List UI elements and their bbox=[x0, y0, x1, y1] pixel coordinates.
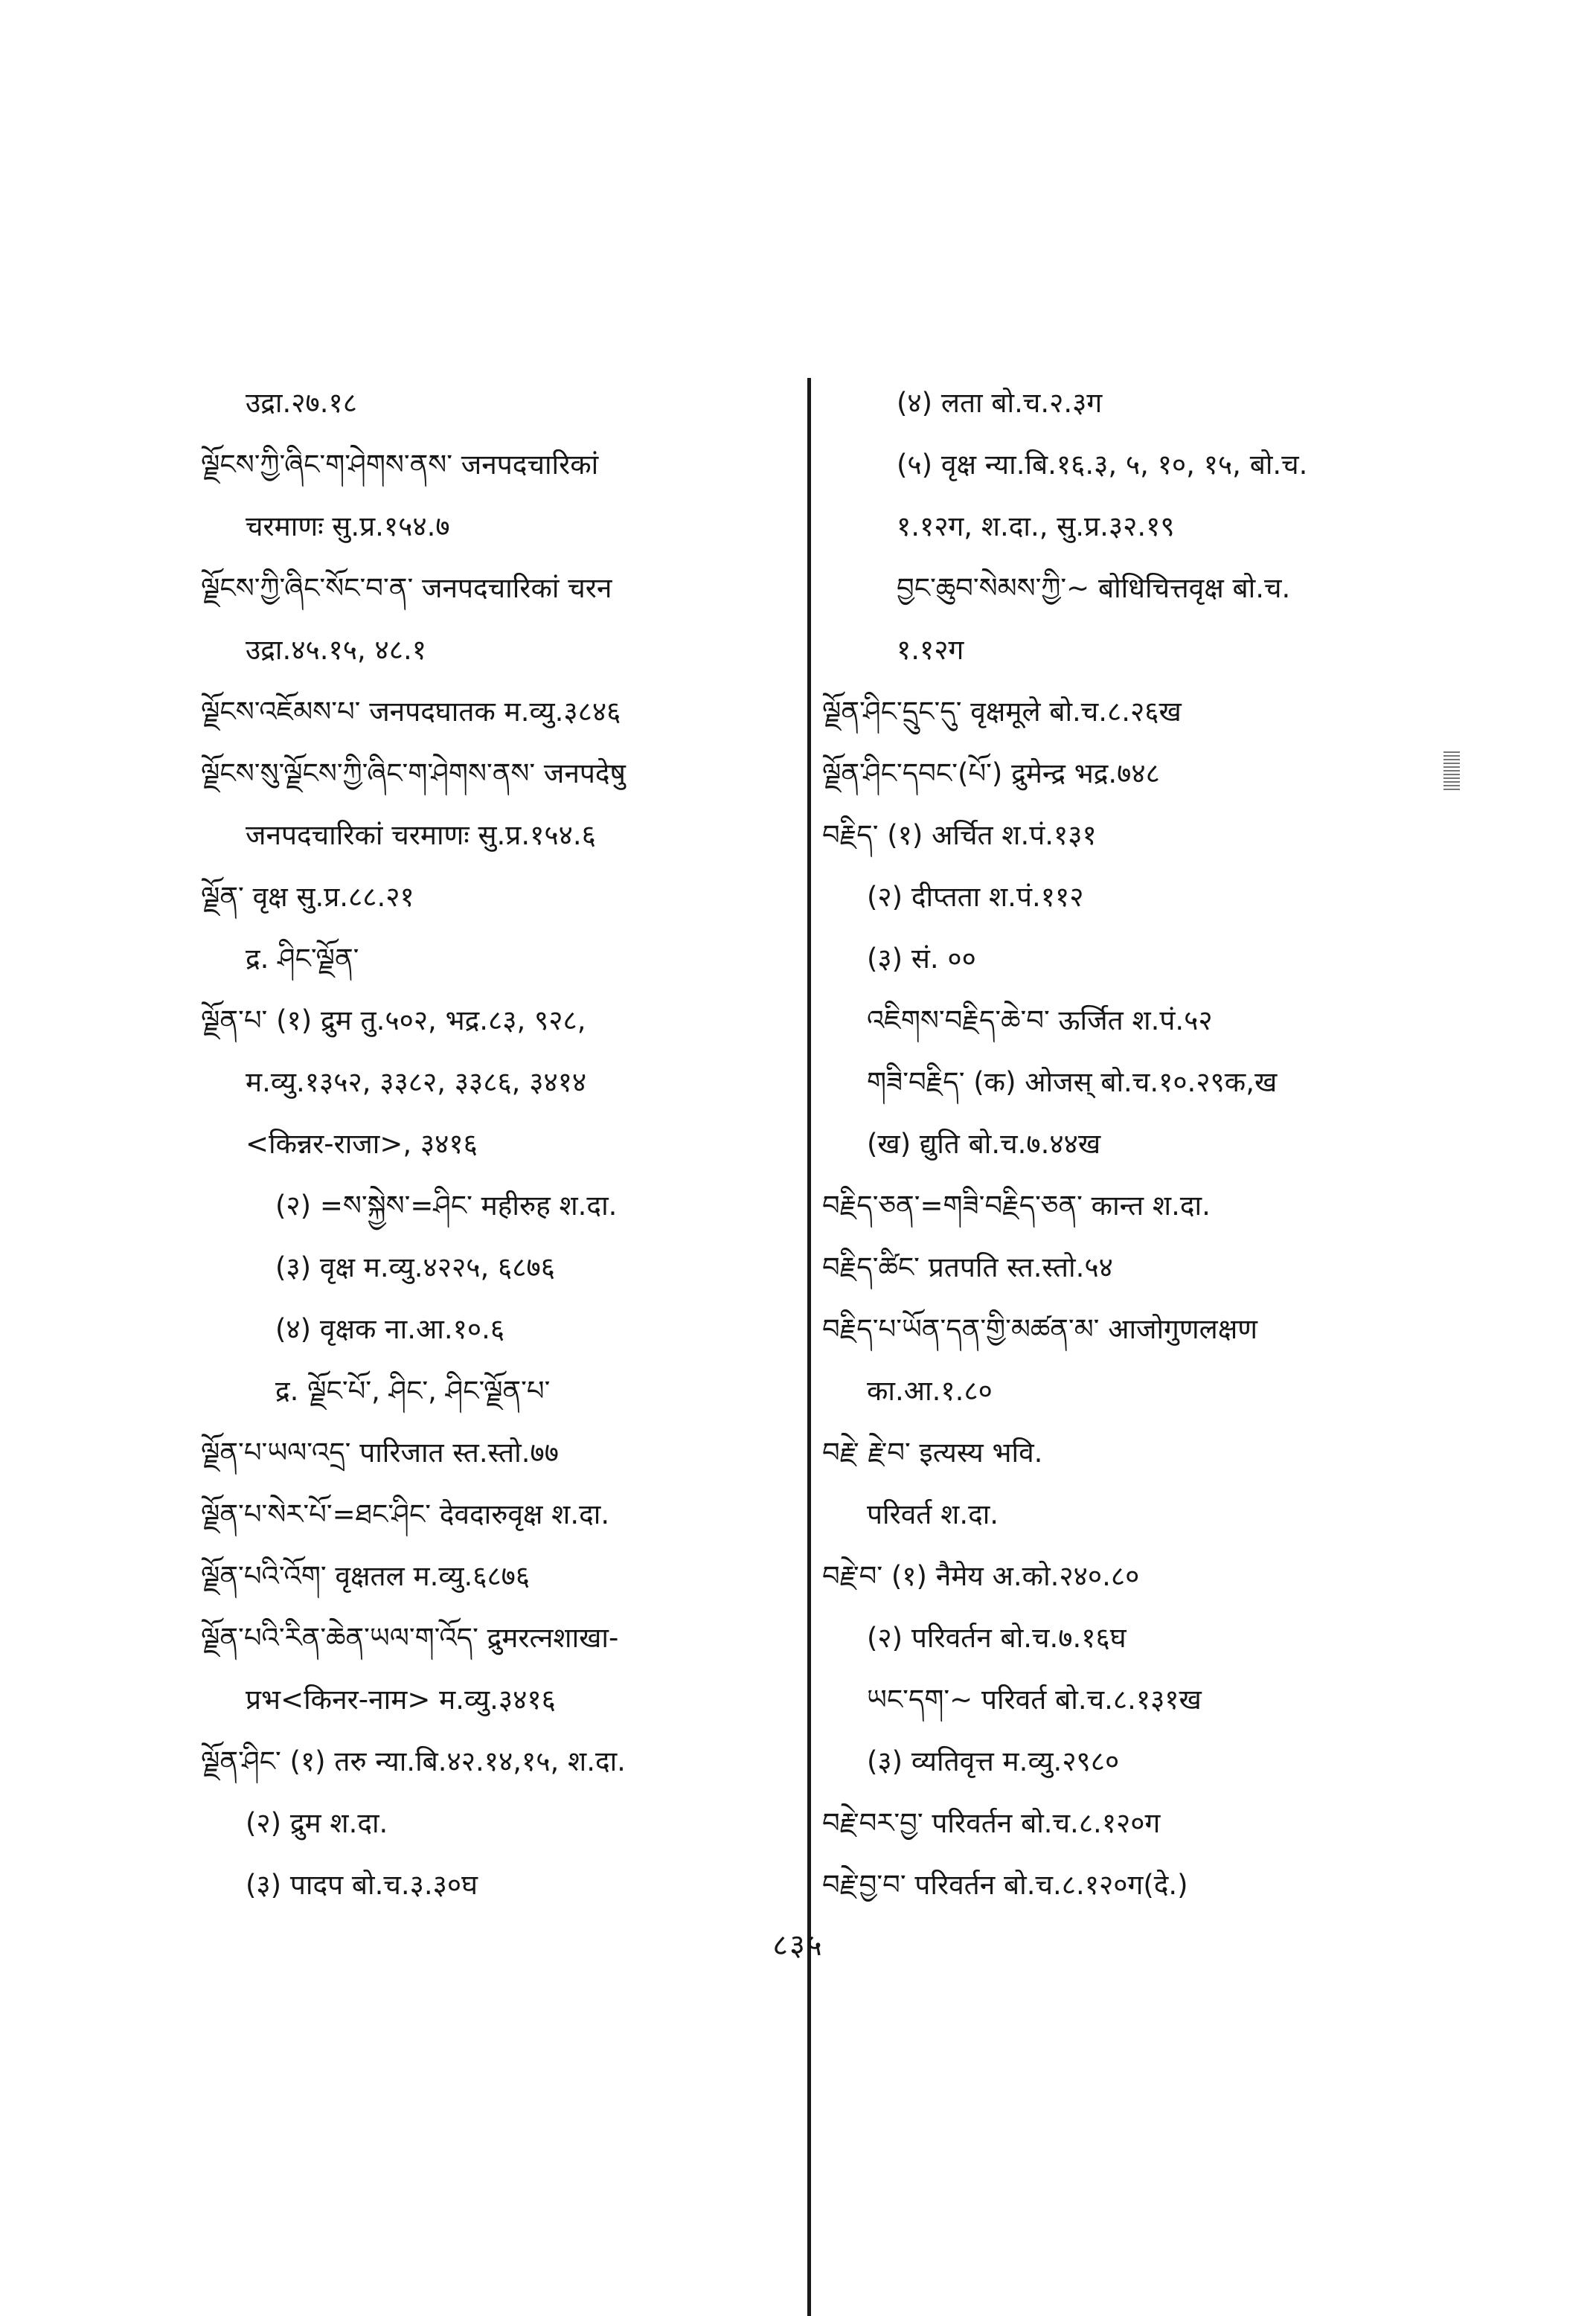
entry-line: འཇིགས་བརྗིད་ཆེ་བ་ ऊर्जित श.पं.५२ bbox=[867, 1004, 1213, 1036]
entry-line: ལྗོན་པའི་འོག་ वृक्षतल म.व्यु.६८७६ bbox=[201, 1560, 531, 1592]
entry-line: ལྗོངས་ཀྱི་ཞིང་ག་ཤེགས་ནས་ जनपदचारिकां bbox=[201, 449, 599, 481]
entry-line: परिवर्त श.दा. bbox=[867, 1498, 999, 1530]
left-column bbox=[201, 372, 796, 1916]
entry-line: བརྗིད་ (१) अर्चित श.पं.१३१ bbox=[822, 819, 1097, 851]
entry-line: (२) दीप्तता श.पं.११२ bbox=[867, 881, 1084, 913]
entry-line: ལྗོན་ཤིང་དྲུང་དུ་ वृक्षमूले बो.च.८.२६ख bbox=[822, 696, 1182, 728]
entry-line: (३) सं. ०० bbox=[867, 943, 976, 975]
entry-line: ལྗོན་པ་སེར་པོ་=ཐང་ཤིང་ देवदारुवृक्ष श.दा. bbox=[201, 1498, 610, 1530]
entry-line: द्र. ཤིང་ལྗོན་ bbox=[246, 943, 359, 975]
entry-line: བརྗེ་བར་བྱ་ परिवर्तन बो.च.८.१२०ग bbox=[822, 1807, 1161, 1839]
margin-mark bbox=[1443, 751, 1460, 792]
entry-line: བརྗེ་ རྗེ་བ་ इत्यस्य भवि. bbox=[822, 1437, 1043, 1469]
entry-line: १.१२ग bbox=[897, 634, 964, 666]
entry-line: (ख) द्युति बो.च.७.४४ख bbox=[867, 1128, 1101, 1160]
entry-line: जनपदचारिकां चरमाणः सु.प्र.१५४.६ bbox=[246, 819, 596, 851]
entry-line: <किन्नर-राजा>, ३४१६ bbox=[246, 1128, 478, 1160]
entry-line: ལྗོངས་ཀྱི་ཞིང་སོང་བ་ན་ जनपदचारिकां चरन bbox=[201, 572, 612, 604]
entry-line: ལྗོན་པའི་རིན་ཆེན་ཡལ་ག་འོད་ द्रुमरत्नशाखा- bbox=[201, 1622, 619, 1654]
entry-line: ལྗོན་ वृक्ष सु.प्र.८८.२१ bbox=[201, 881, 414, 913]
entry-line: (३) पादप बो.च.३.३०घ bbox=[246, 1869, 478, 1901]
right-column bbox=[822, 372, 1417, 1916]
entry-line: (२) परिवर्तन बो.च.७.१६घ bbox=[867, 1622, 1127, 1654]
entry-line: བརྗིད་པ་ཡོན་དན་གྱི་མཚན་མ་ आजोगुणलक्षण bbox=[822, 1313, 1258, 1345]
entry-line: चरमाणः सु.प्र.१५४.७ bbox=[246, 510, 450, 542]
entry-line: (२) =ས་སྐྱེས་=ཤིང་ महीरुह श.दा. bbox=[275, 1190, 618, 1222]
column-divider bbox=[807, 378, 811, 2316]
entry-line: བརྗེ་བྱ་བ་ परिवर्तन बो.च.८.१२०ग(दे.) bbox=[822, 1869, 1188, 1901]
entry-line: ལྗོན་པ་ (१) द्रुम तु.५०२, भद्र.८३, ९२८, bbox=[201, 1004, 586, 1036]
entry-line: का.आ.१.८० bbox=[867, 1375, 993, 1407]
entry-line: ལྗོངས་སུ་ལྗོངས་ཀྱི་ཞིང་ག་ཤེགས་ནས་ जनपदेषु bbox=[201, 757, 626, 789]
entry-line: (४) लता बो.च.२.३ग bbox=[897, 387, 1103, 419]
entry-line: द्र. ལྗོང་པོ་, ཤིང་, ཤིང་ལྗོན་པ་ bbox=[275, 1375, 551, 1407]
entry-line: ལྗོན་ཤིང་ (१) तरु न्या.बि.४२.१४,१५, श.दा. bbox=[201, 1745, 626, 1777]
entry-line: ལྗོངས་འཇོམས་པ་ जनपदघातक म.व्यु.३८४६ bbox=[201, 696, 621, 728]
page-number: ८३५ bbox=[772, 1928, 824, 1963]
entry-line: གཟི་བརྗིད་ (क) ओजस् बो.च.१०.२९क,ख bbox=[867, 1066, 1278, 1098]
entry-line: བརྗེ་བ་ (१) नैमेय अ.को.२४०.८० bbox=[822, 1560, 1140, 1592]
entry-line: (४) वृक्षक ना.आ.१०.६ bbox=[275, 1313, 505, 1345]
entry-line: (५) वृक्ष न्या.बि.१६.३, ५, १०, १५, बो.च. bbox=[897, 449, 1308, 481]
entry-line: उद्रा.४५.१५, ४८.१ bbox=[246, 634, 426, 666]
entry-line: བརྗིད་ཚིང་ प्रतपति स्त.स्तो.५४ bbox=[822, 1251, 1113, 1283]
entry-line: བྱང་ཆུབ་སེམས་ཀྱི་~ बोधिचित्तवृक्ष बो.च. bbox=[897, 572, 1291, 604]
entry-line: བརྗིད་ཅན་=གཟི་བརྗིད་ཅན་ कान्त श.दा. bbox=[822, 1190, 1211, 1222]
entry-line: ལྗོན་པ་ཡལ་འདྲ་ पारिजात स्त.स्तो.७७ bbox=[201, 1437, 559, 1469]
entry-line: (२) द्रुम श.दा. bbox=[246, 1807, 388, 1839]
entry-line: (३) व्यतिवृत्त म.व्यु.२९८० bbox=[867, 1745, 1120, 1777]
entry-line: म.व्यु.१३५२, ३३८२, ३३८६, ३४१४ bbox=[246, 1066, 587, 1098]
entry-line: १.१२ग, श.दा., सु.प्र.३२.१९ bbox=[897, 510, 1175, 542]
entry-line: ཡང་དག་~ परिवर्त बो.च.८.१३१ख bbox=[867, 1684, 1202, 1716]
entry-line: (३) वृक्ष म.व्यु.४२२५, ६८७६ bbox=[275, 1251, 555, 1283]
entry-line: ལྗོན་ཤིང་དབང་(པོ་) द्रुमेन्द्र भद्र.७४८ bbox=[822, 757, 1160, 789]
entry-line: प्रभ<किनर-नाम> म.व्यु.३४१६ bbox=[246, 1684, 556, 1716]
entry-line: उद्रा.२७.१८ bbox=[246, 387, 357, 419]
